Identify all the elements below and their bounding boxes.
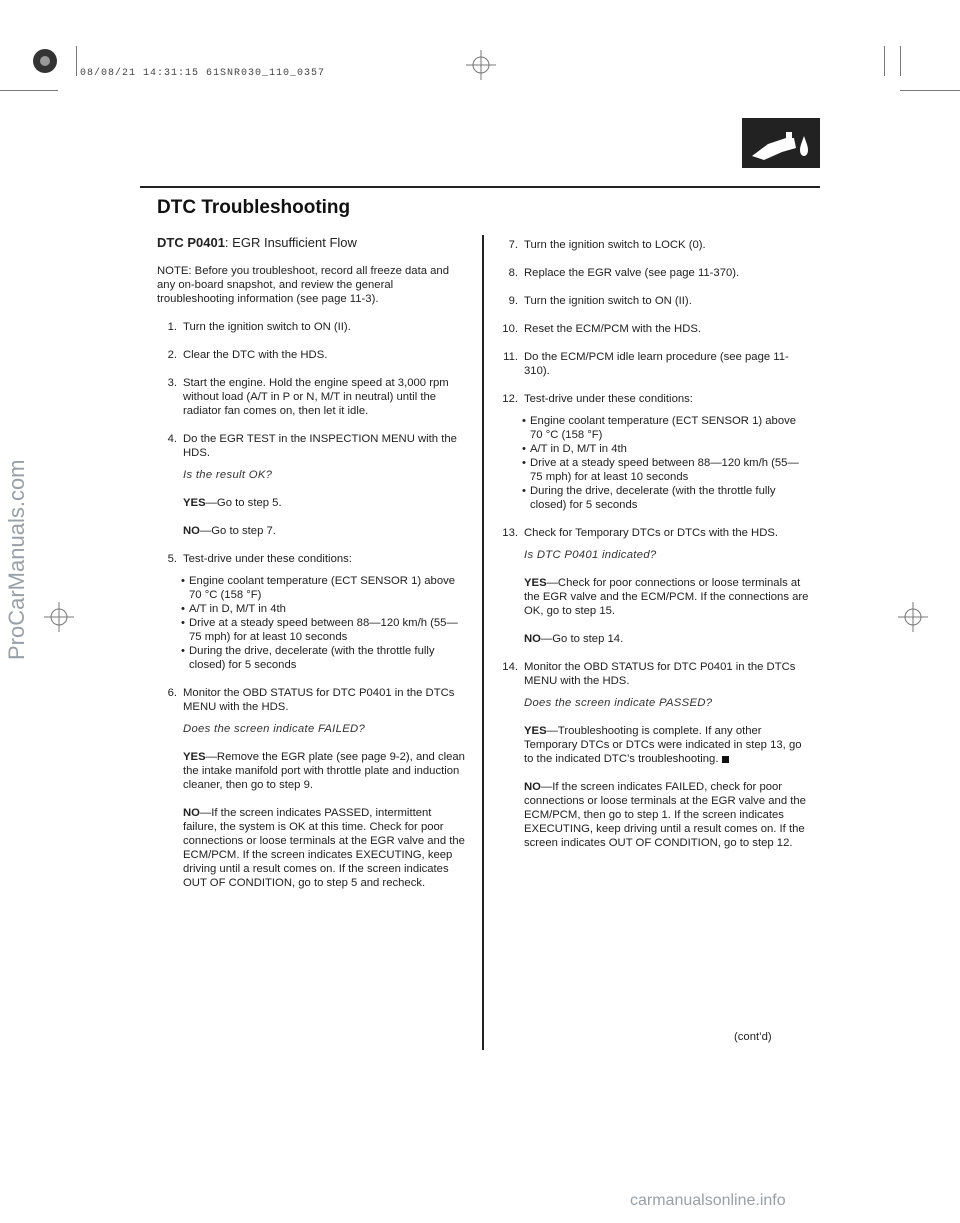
yes-label: YES [183,497,206,509]
no-label: NO [183,525,200,537]
yes-text: Go to step 5. [216,497,282,509]
question-failed: Does the screen indicate FAILED? [183,723,366,735]
step-text: Replace the EGR valve (see page 11-370). [524,267,740,279]
side-watermark: ProCarManuals.com [4,459,29,660]
step-number: 2. [167,349,177,361]
step-number: 8. [508,267,518,279]
left-column [157,236,467,904]
yes-text: Remove the EGR plate (see page 9-2), and clean the intake manifold port with throttle plate and induction cleaner, then go to step 9. [183,751,465,791]
step-text: Test-drive under these conditions: [183,553,352,565]
no-text: Go to step 7. [211,525,276,537]
dtc-heading [157,236,467,250]
answer-no: NO—If the screen indicates PASSED, intermittent failure, the system is OK at this time. Check for poor connections or loose terminals at the EGR valve and the ECM/PCM. If the screen indicates EXECUTING, keep driving until a result comes on. If the screen indicates OUT OF CONDITION, go to step 5 and recheck. [183,807,465,889]
yes-label: YES [183,751,206,763]
step-9 [498,294,810,308]
step-5 [157,552,467,672]
step-number: 3. [167,377,177,389]
registration-crosshair-left [44,602,74,632]
no-label: NO [524,781,541,793]
step-10 [498,322,810,336]
step-text: Test-drive under these conditions: [524,393,693,405]
no-text: If the screen indicates PASSED, intermittent failure, the system is OK at this time. Check for poor connections or loose terminals at the EGR valve and the ECM/PCM. If the screen indicates EXECUTING, keep driving until a result comes on. If the screen indicates OUT OF CONDITION, go to step 5 and recheck. [183,807,465,889]
step-6 [157,686,467,714]
dtc-code: DTC P0401 [157,235,225,250]
dtc-separator: : [224,235,229,250]
step-14 [498,660,810,688]
condition-text: Drive at a steady speed between 88—120 km/h (55—75 mph) for at least 10 seconds [189,617,458,643]
condition-item: • Engine coolant temperature (ECT SENSOR 1) above 70 °C (158 °F) [522,415,797,441]
step-number: 5. [167,553,177,565]
step-number: 9. [508,295,518,307]
print-stamp: 08/08/21 14:31:15 61SNR030_110_0357 [80,68,326,79]
registration-mark-top-left [30,46,60,76]
step-text: Turn the ignition switch to ON (II). [183,321,351,333]
crop-mark [884,46,885,76]
crosshair-icon [466,50,496,80]
step-text: Turn the ignition switch to LOCK (0). [524,239,706,251]
yes-text: Check for poor connections or loose terminals at the EGR valve and the ECM/PCM. If the connections are OK, go to step 15. [524,577,809,617]
answer-yes: YES—Remove the EGR plate (see page 9-2), and clean the intake manifold port with throttle plate and induction cleaner, then go to step 9. [183,751,465,791]
step-text: Start the engine. Hold the engine speed at 3,000 rpm without load (A/T in P or N, M/T in neutral) until the radiator fan comes on, then let it idle. [183,377,449,417]
condition-text: During the drive, decelerate (with the throttle fully closed) for 5 seconds [189,645,435,671]
yes-text: Troubleshooting is complete. If any other Temporary DTCs or DTCs were indicated in step 13, go to the indicated DTC’s troubleshooting. [524,725,802,765]
page-title: DTC Troubleshooting [157,197,351,218]
step-number: 13. [502,527,518,539]
step-13 [498,526,810,540]
answer-no: NO—If the screen indicates FAILED, check for poor connections or loose terminals at the EGR valve and the ECM/PCM, then go to step 1. If the screen indicates EXECUTING, keep driving until a result comes on. If the screen indicates OUT OF CONDITION, go to step 12. [524,781,806,849]
step-text: Clear the DTC with the HDS. [183,349,328,361]
step-4 [157,432,467,460]
registration-target-icon [30,46,60,76]
step-text: Check for Temporary DTCs or DTCs with the HDS. [524,527,779,539]
crop-mark [76,46,77,76]
condition-text: A/T in D, M/T in 4th [530,443,627,455]
section-tab [742,118,820,168]
condition-text: Drive at a steady speed between 88—120 km/h (55—75 mph) for at least 10 seconds [530,457,799,483]
answer-no: NO—Go to step 14. [524,633,624,645]
step-11 [498,350,810,378]
condition-item: • A/T in D, M/T in 4th [181,603,286,615]
step-number: 14. [502,661,518,673]
step-number: 11. [503,351,518,363]
yes-label: YES [524,725,547,737]
condition-item: • A/T in D, M/T in 4th [522,443,627,455]
condition-item: • Drive at a steady speed between 88—120 km/h (55—75 mph) for at least 10 seconds [522,457,799,483]
step-12 [498,392,810,512]
condition-text: Engine coolant temperature (ECT SENSOR 1) above 70 °C (158 °F) [189,575,456,601]
step-number: 12. [502,393,518,405]
question-dtc-indicated: Is DTC P0401 indicated? [524,549,657,561]
condition-text: A/T in D, M/T in 4th [189,603,286,615]
step-8 [498,266,810,280]
crosshair-icon [44,602,74,632]
crosshair-icon [898,602,928,632]
no-label: NO [183,807,200,819]
step-text: Do the EGR TEST in the INSPECTION MENU with the HDS. [183,433,457,459]
answer-yes: YES—Check for poor connections or loose terminals at the EGR valve and the ECM/PCM. If the connections are OK, go to step 15. [524,577,809,617]
no-text: If the screen indicates FAILED, check for poor connections or loose terminals at the EGR valve and the ECM/PCM, then go to step 1. If the screen indicates EXECUTING, keep driving until a result comes on. If the screen indicates OUT OF CONDITION, go to step 12. [524,781,806,849]
condition-item: • During the drive, decelerate (with the throttle fully closed) for 5 seconds [522,485,776,511]
fuel-nozzle-icon [742,118,820,168]
question-result-ok: Is the result OK? [183,469,273,481]
step-text: Turn the ignition switch to ON (II). [524,295,692,307]
step-3 [157,376,467,418]
step-number: 10. [502,323,518,335]
dtc-name: EGR Insufficient Flow [232,235,357,250]
step-text: Reset the ECM/PCM with the HDS. [524,323,702,335]
no-text: Go to step 14. [552,633,624,645]
condition-item: • Drive at a steady speed between 88—120 km/h (55—75 mph) for at least 10 seconds [181,617,458,643]
note-text: NOTE: Before you troubleshoot, record all freeze data and any on-board snapshot, and review the general troubleshooting information (see page 11-3). [157,265,449,305]
crop-mark [900,90,960,91]
condition-text: Engine coolant temperature (ECT SENSOR 1) above 70 °C (158 °F) [530,415,797,441]
step-number: 4. [167,433,177,445]
bottom-watermark: carmanualsonline.info [630,1192,786,1209]
condition-item: • During the drive, decelerate (with the throttle fully closed) for 5 seconds [181,645,435,671]
step-text: Monitor the OBD STATUS for DTC P0401 in the DTCs MENU with the HDS. [524,661,796,687]
answer-yes: YES—Troubleshooting is complete. If any other Temporary DTCs or DTCs were indicated in step 13, go to the indicated DTC’s troubleshooting. [524,725,802,765]
header-rule [140,186,820,188]
answer-no: NO—Go to step 7. [183,525,276,537]
step-2 [157,348,467,362]
step-number: 7. [508,239,518,251]
step-number: 6. [167,687,177,699]
condition-item: • Engine coolant temperature (ECT SENSOR 1) above 70 °C (158 °F) [181,575,456,601]
registration-crosshair-right [898,602,928,632]
registration-crosshair-top [466,50,496,80]
condition-text: During the drive, decelerate (with the throttle fully closed) for 5 seconds [530,485,776,511]
step-text: Do the ECM/PCM idle learn procedure (see page 11-310). [524,351,789,377]
continued-label: (cont’d) [734,1031,772,1043]
crop-mark [900,46,901,76]
step-1 [157,320,467,334]
step-text: Monitor the OBD STATUS for DTC P0401 in the DTCs MENU with the HDS. [183,687,455,713]
no-label: NO [524,633,541,645]
step-number: 1. [167,321,177,333]
column-divider [482,235,484,1050]
right-column [498,238,810,864]
yes-label: YES [524,577,547,589]
step-7 [498,238,810,252]
crop-mark [0,90,58,91]
end-mark-icon [722,756,729,763]
answer-yes: YES—Go to step 5. [183,497,282,509]
question-passed: Does the screen indicate PASSED? [524,697,713,709]
